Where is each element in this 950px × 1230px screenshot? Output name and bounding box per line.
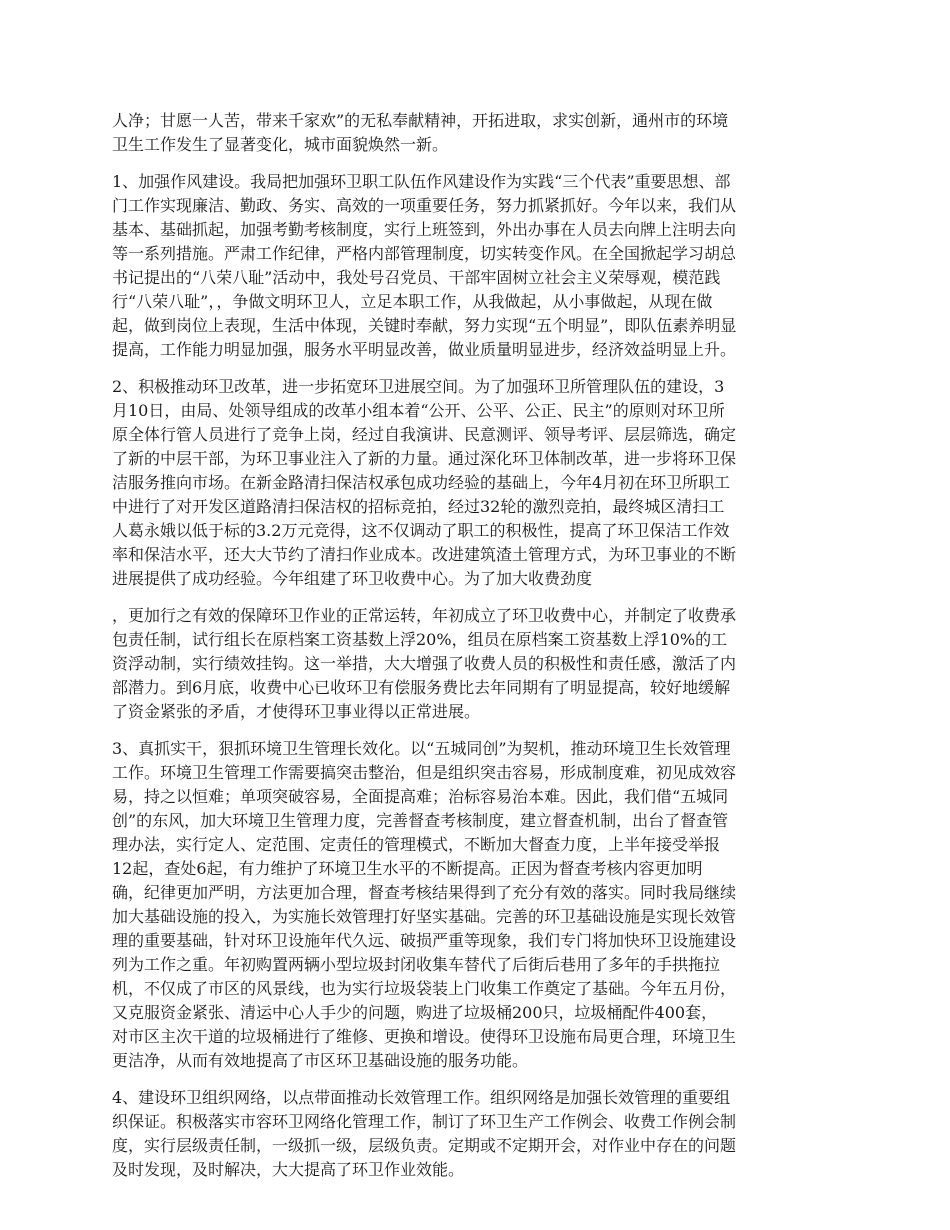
paragraph-intro: 人净；甘愿一人苦，带来千家欢”的无私奉献精神，开拓进取，求实创新，通州市的环境 卫生工作发生了显著变化，城市面貌焕然一新。	[112, 111, 729, 154]
paragraph-section-4: 4、建设环卫组织网络，以点带面推动长效管理工作。组织网络是加强长效管理的重要组 织保证。积极落实市容环卫网络化管理工作，制订了环卫生产工作例会、收费工作例会制 度，实行层级责任制，一级抓一级，层级负责。定期或不定期开会，对作业中存在的问题 及时发现，及时解决，大大提高了环卫作业效能。	[112, 1088, 737, 1179]
paragraph-section-2: 2、积极推动环卫改革，进一步拓宽环卫进展空间。为了加强环卫所管理队伍的建设，3 月10日，由局、处领导组成的改革小组本着“公开、公平、公正、民主”的原则对环卫所 原全体行管人员进行了竞争上岗，经过自我演讲、民意测评、领导考评、层层筛选，确定 了新的中层干部，为环卫事业注入了新的力量。通过深化环卫体制改革，进一步将环卫保 洁服务推向市场。在新金路清扫保洁权承包成功经验的基础上，今年4月初在环卫所职工 中进行了对开发区道路清扫保洁权的招标竞拍，经过32轮的激烈竞拍，最终城区清扫工 人葛永娥以低于标的3.2万元竞得，这不仅调动了职工的积极性，提高了环卫保洁工作效 率和保洁水平，还大大节约了清扫作业成本。改进建筑渣土管理方式，为环卫事业的不断 进展提供了成功经验。今年组建了环卫收费中心。为了加大收费劲度	[112, 377, 737, 588]
document-body	[112, 109, 838, 1195]
paragraph-section-1: 1、加强作风建设。我局把加强环卫职工队伍作风建设作为实践“三个代表”重要思想、部 门工作实现廉洁、勤政、务实、高效的一项重要任务，努力抓紧抓好。今年以来，我们从 基本、基础抓起，加强考勤考核制度，实行上班签到，外出办事在人员去向牌上注明去向 等一系列措施。严肃工作纪律，严格内部管理制度，切实转变作风。在全国掀起学习胡总 书记提出的“八荣八耻”活动中，我处号召党员、干部牢固树立社会主义荣辱观，模范践 行“八荣八耻”，，争做文明环卫人，立足本职工作，从我做起，从小事做起，从现在做 起，做到岗位上表现，生活中体现，关键时奉献，努力实现“五个明显”，即队伍素养明显 提高，工作能力明显加强，服务水平明显改善，做业质量明显进步，经济效益明显上升。	[112, 172, 737, 359]
paragraph-section-2-continued: ，更加行之有效的保障环卫作业的正常运转，年初成立了环卫收费中心，并制定了收费承 包责任制，试行组长在原档案工资基数上浮20%，组员在原档案工资基数上浮10%的工 资浮动制，实行绩效挂钩。这一举措，大大增强了收费人员的积极性和责任感，激活了内 部潜力。到6月底，收费中心已收环卫有偿服务费比去年同期有了明显提高，较好地缓解 了资金紧张的矛盾，才使得环卫事业得以正常进展。	[112, 606, 737, 721]
paragraph-section-3: 3、真抓实干，狠抓环境卫生管理长效化。以“五城同创”为契机，推动环境卫生长效管理 工作。环境卫生管理工作需要搞突击整治，但是组织突击容易，形成制度难，初见成效容 易，持之以恒难；单项突破容易，全面提高难；治标容易治本难。因此，我们借“五城同 创”的东风，加大环境卫生管理力度，完善督查考核制度，建立督查机制，出台了督查管 理办法，实行定人、定范围、定责任的管理模式，不断加大督查力度，上半年接受举报 12起，查处6起，有力维护了环境卫生水平的不断提高。正因为督查考核内容更加明 确，纪律更加严明，方法更加合理，督查考核结果得到了充分有效的落实。同时我局继续 加大基础设施的投入，为实施长效管理打好坚实基础。完善的环卫基础设施是实现长效管 理的重要基础，针对环卫设施年代久远、破损严重等现象，我们专门将加快环卫设施建设 列为工作之重。年初购置两辆小型垃圾封闭收集车替代了后街后巷用了多年的手拱拖拉 机，不仅成了市区的风景线，也为实行垃圾袋装上门收集工作奠定了基础。今年五月份， 又克服资金紧张、清运中心人手少的问题，购进了垃圾桶200只，垃圾桶配件400套， 对市区主次干道的垃圾桶进行了维修、更换和增设。使得环卫设施布局更合理，环境卫生 更洁净，从而有效地提高了市区环卫基础设施的服务功能。	[112, 739, 737, 1070]
